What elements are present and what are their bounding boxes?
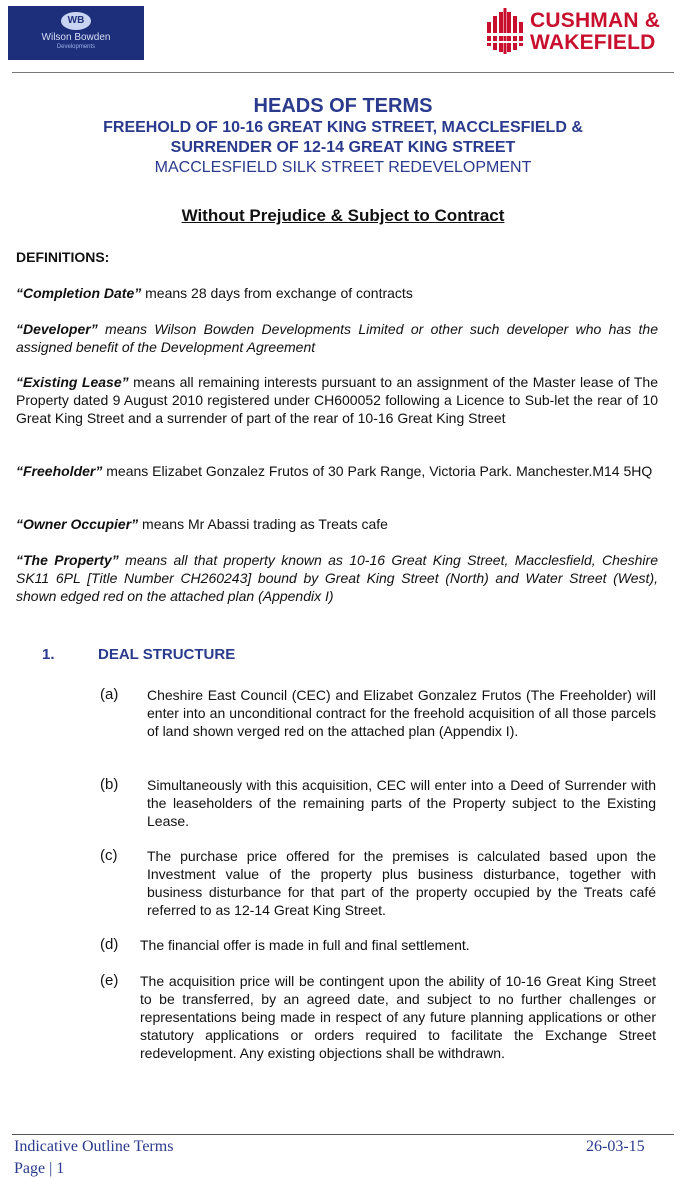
footer-page-number: Page | 1 (14, 1160, 65, 1177)
clause-text: Simultaneously with this acquisition, CEC will enter into a Deed of Surrender with the leaseholders of the remaining parts of the Property subject to the Existing Lease. (147, 777, 656, 829)
cushman-wakefield-logo (482, 4, 682, 64)
definition-freeholder (16, 462, 658, 480)
clause-text: The purchase price offered for the premises is calculated based upon the Investment value of the property plus business disturbance, together with business disturbance for that part of the property occupied by the Treats café referred to as 12-14 Great King Street. (147, 848, 656, 918)
definition-text: means Elizabet Gonzalez Frutos of 30 Park Range, Victoria Park. Manchester.M14 5HQ (102, 463, 653, 479)
definition-developer (16, 320, 658, 356)
clause-text: The financial offer is made in full and final settlement. (140, 937, 470, 953)
definition-term: “Completion Date” (16, 285, 142, 301)
header-divider (12, 72, 674, 73)
clause-text: Cheshire East Council (CEC) and Elizabet Gonzalez Frutos (The Freeholder) will enter into an unconditional contract for the freehold acquisition of all those parcels of land shown verged red on the attached plan (Appendix I). (147, 687, 656, 739)
footer-date: 26-03-15 (586, 1138, 645, 1155)
definition-owner-occupier (16, 515, 658, 533)
definitions-heading: DEFINITIONS: (16, 249, 110, 265)
definition-term: “Existing Lease” (16, 374, 129, 390)
document-subtitle-1: FREEHOLD OF 10-16 GREAT KING STREET, MACCLESFIELD & (103, 119, 583, 136)
document-title-block (0, 94, 686, 178)
footer-doc-label: Indicative Outline Terms (14, 1138, 174, 1155)
definition-text: means all that property known as 10-16 Great King Street, Macclesfield, Cheshire SK11 6PL [Title Number CH260243] bound by Great King Street (North) and Water Street (West), shown edged red on the attached plan (Appendix I) (16, 552, 658, 604)
cw-logo-line2: WAKEFIELD (530, 31, 656, 54)
definition-term: “Freeholder” (16, 463, 103, 479)
definition-completion-date (16, 284, 658, 302)
definition-text: means Mr Abassi trading as Treats cafe (138, 516, 388, 532)
definition-term: “The Property” (16, 552, 119, 568)
clause-label: (e) (100, 972, 119, 989)
definition-text: means Wilson Bowden Developments Limited or other such developer who has the assigned benefit of the Development Agreement (16, 321, 658, 355)
without-prejudice-notice (0, 206, 686, 226)
document-subtitle-2: SURRENDER OF 12-14 GREAT KING STREET (170, 139, 516, 156)
clause-text: The acquisition price will be contingent upon the ability of 10-16 Great King Street to be transferred, by an agreed date, and subject to no further challenges or representations being made in respect of any future planning applications or other statutory applications or orders required to facilitate the Exchange Street redevelopment. Any existing objections shall be withdrawn. (140, 973, 656, 1061)
wilson-bowden-logo (8, 6, 144, 60)
clause-label: (c) (100, 847, 118, 864)
globe-icon (484, 6, 526, 56)
clause-label: (d) (100, 936, 119, 953)
clause-label: (a) (100, 686, 119, 703)
definition-the-property (16, 551, 658, 605)
without-prejudice-text: Without Prejudice & Subject to Contract (181, 206, 505, 225)
definition-text: means all remaining interests pursuant to an assignment of the Master lease of The Property dated 9 August 2010 registered under CH600052 following a Licence to Sub-let the rear of 10 Great King Street and a surrender of part of the rear of 10-16 Great King Street (16, 374, 658, 426)
cw-logo-line1: CUSHMAN & (530, 9, 661, 32)
footer-divider (12, 1134, 674, 1135)
section-title: DEAL STRUCTURE (98, 646, 236, 663)
document-title: HEADS OF TERMS (253, 95, 433, 117)
wb-logo-sub: Developments (56, 44, 96, 50)
wb-logo-name: Wilson Bowden (41, 32, 111, 43)
section-number: 1. (42, 646, 55, 663)
definition-term: “Owner Occupier” (16, 516, 139, 532)
wb-logo-mark: WB (61, 12, 91, 30)
document-subtitle-3: MACCLESFIELD SILK STREET REDEVELOPMENT (154, 159, 532, 176)
definition-existing-lease (16, 373, 658, 427)
clause-label: (b) (100, 776, 119, 793)
definition-text: means 28 days from exchange of contracts (141, 285, 413, 301)
definition-term: “Developer” (16, 321, 98, 337)
